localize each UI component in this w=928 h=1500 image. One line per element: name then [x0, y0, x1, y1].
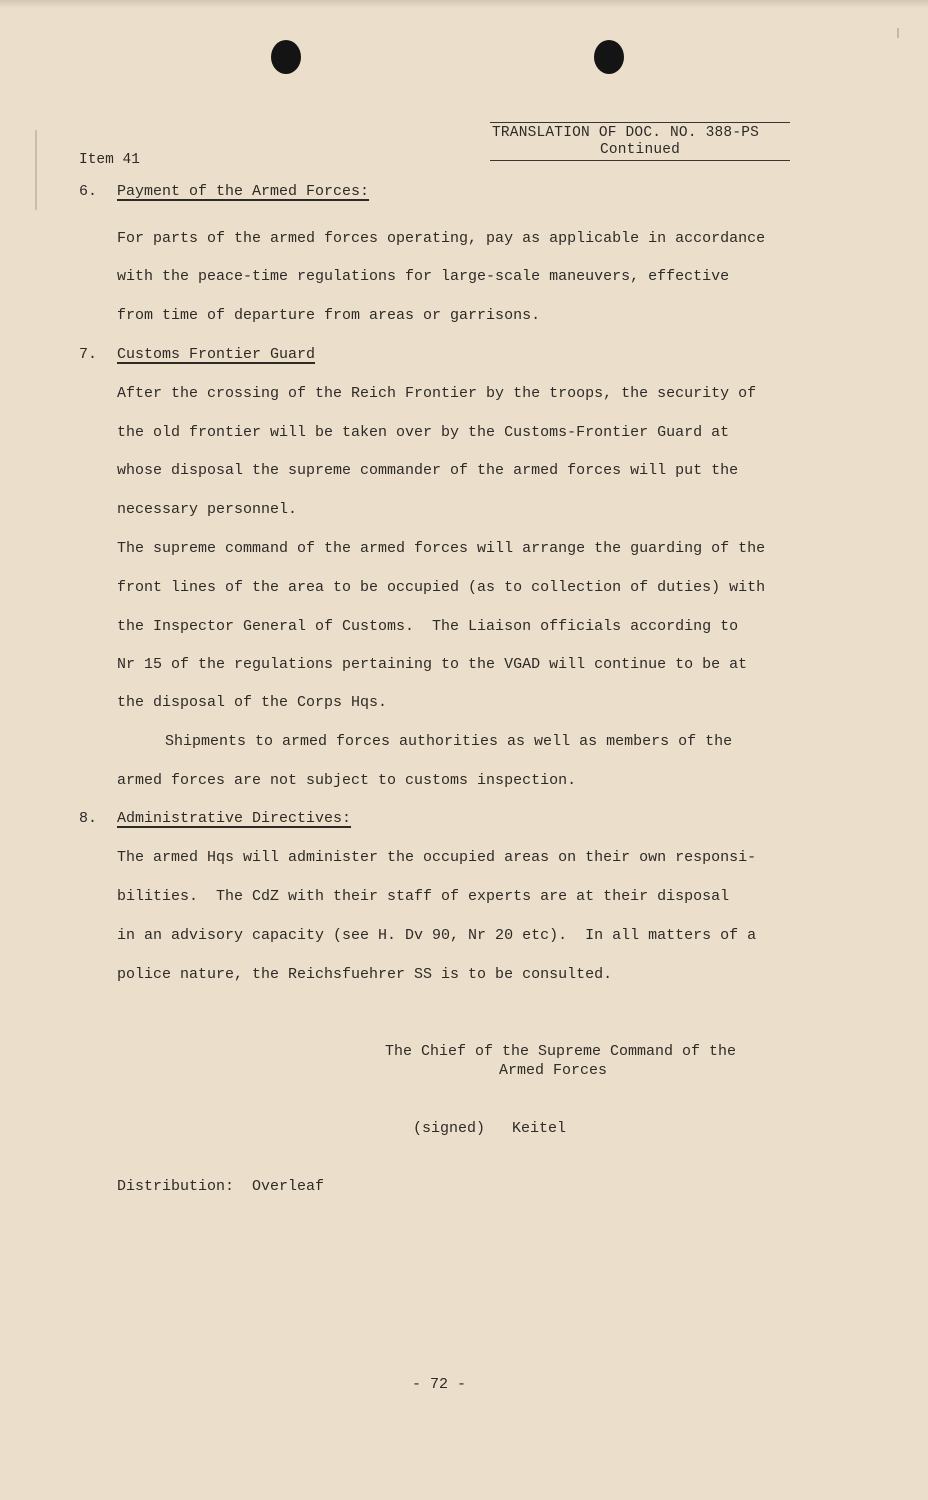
header-bottom-rule — [490, 160, 790, 161]
header-top-rule — [490, 122, 790, 123]
document-header — [490, 122, 790, 161]
section-number: 6. — [79, 183, 98, 200]
paper-top-edge — [0, 0, 928, 8]
paragraph-line: with the peace-time regulations for large-scale maneuvers, effective — [117, 268, 730, 285]
paragraph-line: armed forces are not subject to customs inspection. — [117, 772, 577, 789]
paragraph-line: the Inspector General of Customs. The Liaison officials according to — [117, 618, 739, 635]
distribution-note: Distribution: Overleaf — [117, 1178, 325, 1195]
page-number: - 72 - — [412, 1376, 467, 1393]
signature-title-line1: The Chief of the Supreme Command of the — [385, 1043, 737, 1060]
paragraph-line: Nr 15 of the regulations pertaining to the VGAD will continue to be at — [117, 656, 748, 673]
paragraph-line: police nature, the Reichsfuehrer SS is to be consulted. — [117, 966, 613, 983]
section-number: 8. — [79, 810, 98, 827]
signature-signed: (signed) Keitel — [413, 1120, 567, 1137]
margin-mark — [897, 28, 899, 38]
section-heading: Payment of the Armed Forces: — [117, 183, 370, 200]
punch-hole-right — [594, 40, 624, 74]
section-heading: Customs Frontier Guard — [117, 346, 316, 363]
paragraph-line: The armed Hqs will administer the occupied areas on their own responsi- — [117, 849, 757, 866]
section-heading: Administrative Directives: — [117, 810, 352, 827]
paragraph-line: bilities. The CdZ with their staff of experts are at their disposal — [117, 888, 730, 905]
punch-hole-left — [271, 40, 301, 74]
signature-title-line2: Armed Forces — [499, 1062, 608, 1079]
paragraph-line: from time of departure from areas or garrisons. — [117, 307, 541, 324]
paragraph-line: necessary personnel. — [117, 501, 298, 518]
paragraph-line: Shipments to armed forces authorities as well as members of the — [165, 733, 733, 750]
margin-mark — [35, 130, 37, 210]
header-continued: Continued — [599, 142, 681, 158]
paragraph-line: The supreme command of the armed forces will arrange the guarding of the — [117, 540, 766, 557]
item-label: Item 41 — [79, 152, 140, 168]
section-number: 7. — [79, 346, 98, 363]
paragraph-line: After the crossing of the Reich Frontier by the troops, the security of — [117, 385, 757, 402]
paragraph-line: the disposal of the Corps Hqs. — [117, 694, 388, 711]
header-title: TRANSLATION OF DOC. NO. 388-PS — [492, 125, 760, 141]
paragraph-line: whose disposal the supreme commander of the armed forces will put the — [117, 462, 739, 479]
paragraph-line: the old frontier will be taken over by the Customs-Frontier Guard at — [117, 424, 730, 441]
paragraph-line: in an advisory capacity (see H. Dv 90, Nr 20 etc). In all matters of a — [117, 927, 757, 944]
paragraph-line: front lines of the area to be occupied (as to collection of duties) with — [117, 579, 766, 596]
paragraph-line: For parts of the armed forces operating, pay as applicable in accordance — [117, 230, 766, 247]
